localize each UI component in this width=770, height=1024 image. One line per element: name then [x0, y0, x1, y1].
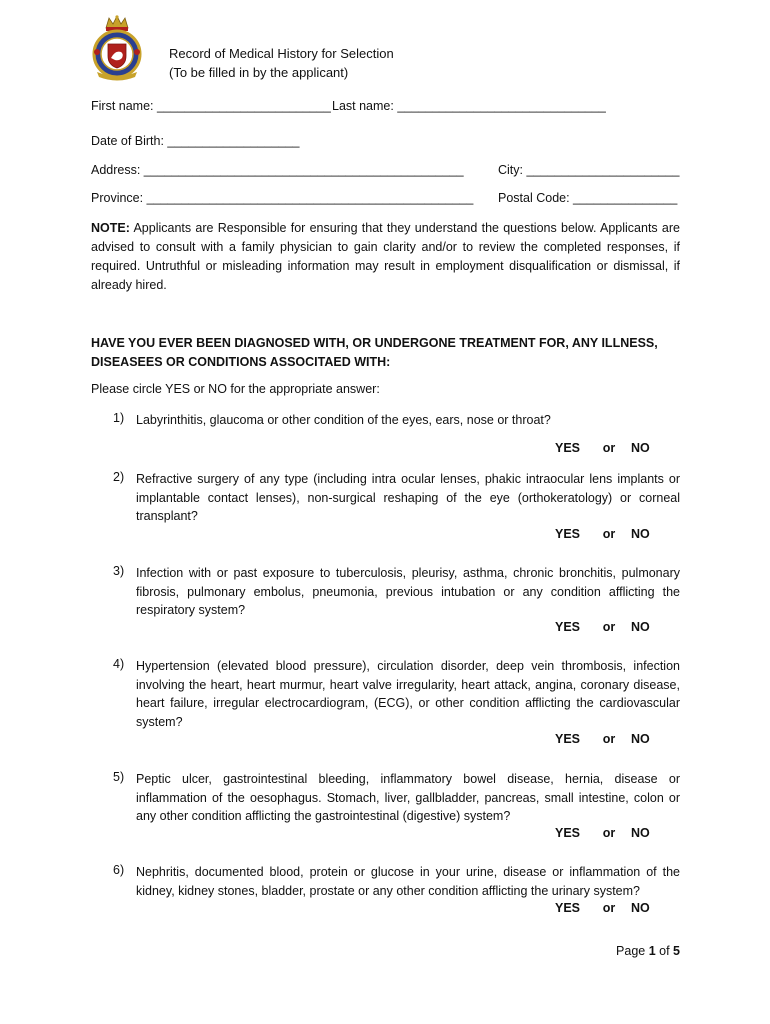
form-subtitle: (To be filled in by the applicant)	[169, 65, 349, 80]
question-6	[91, 863, 681, 923]
of-word: of	[655, 944, 674, 958]
no-option[interactable]: NO	[631, 732, 650, 746]
no-option[interactable]: NO	[631, 527, 650, 541]
question-2	[91, 470, 681, 550]
yes-option[interactable]: YES	[555, 620, 581, 634]
question-text: Peptic ulcer, gastrointestinal bleeding, inflammatory bowel disease, hernia, disease or inflammation of the oesophagus. Stomach, liver, gallbladder, pancreas, small intestine, colon or any other condition afflicting the gastrointestinal (digestive) system?	[136, 772, 680, 824]
yes-option[interactable]: YES	[555, 527, 581, 541]
question-number: 4)	[113, 657, 125, 671]
yes-option[interactable]: YES	[555, 901, 581, 915]
total-pages: 5	[673, 944, 680, 958]
answer-choices	[555, 732, 653, 746]
question-5	[91, 770, 681, 850]
no-option[interactable]: NO	[631, 901, 650, 915]
question-number: 5)	[113, 770, 125, 784]
note-text: Applicants are Responsible for ensuring that they understand the questions below. Applicants are advised to consult with a family physician to gain clarity and/or to review the completed responses, if required. Untruthful or misleading information may result in employment disqualification or dismissal, if already hired.	[91, 221, 680, 292]
police-crest-icon	[91, 14, 143, 84]
question-3	[91, 564, 681, 644]
answer-choices	[555, 441, 653, 455]
question-number: 3)	[113, 564, 125, 578]
last-name-field[interactable]: Last name: ______________________________	[332, 99, 606, 113]
first-name-field[interactable]: First name: _________________________	[91, 99, 331, 113]
section-heading: HAVE YOU EVER BEEN DIAGNOSED WITH, OR UNDERGONE TREATMENT FOR, ANY ILLNESS, DISEASEES OR CONDITIONS ASSOCITAED WITH:	[91, 336, 658, 369]
note-label: NOTE:	[91, 221, 130, 235]
answer-choices	[555, 527, 653, 541]
page-number	[616, 944, 680, 958]
or-label: or	[602, 441, 616, 455]
answer-choices	[555, 826, 653, 840]
form-title: Record of Medical History for Selection	[169, 46, 394, 61]
no-option[interactable]: NO	[631, 620, 650, 634]
current-page: 1	[648, 944, 656, 958]
note-paragraph	[91, 219, 680, 295]
or-label: or	[602, 732, 616, 746]
question-text: Infection with or past exposure to tuberculosis, pleurisy, asthma, chronic bronchitis, pulmonary fibrosis, pulmonary embolus, pneumonia, previous intubation or any condition afflicting the respiratory system?	[136, 566, 680, 618]
city-field[interactable]: City: ______________________	[498, 163, 680, 177]
question-text: Labyrinthitis, glaucoma or other condition of the eyes, ears, nose or throat?	[136, 413, 551, 427]
postal-code-field[interactable]: Postal Code: _______________	[498, 191, 678, 205]
no-option[interactable]: NO	[631, 826, 650, 840]
question-number: 1)	[113, 411, 125, 425]
question-1	[91, 411, 681, 461]
question-text: Nephritis, documented blood, protein or glucose in your urine, disease or inflammation of the kidney, kidney stones, bladder, prostate or any other condition afflicting the urinary system?	[136, 865, 680, 898]
question-text: Refractive surgery of any type (including intra ocular lenses, phakic intraocular lens implants or implantable contact lenses), non-surgical reshaping of the eye (orthokeratology) or corneal transplant?	[136, 472, 680, 524]
answer-choices	[555, 901, 653, 915]
question-number: 6)	[113, 863, 125, 877]
no-option[interactable]: NO	[631, 441, 650, 455]
province-field[interactable]: Province: _______________________________________________	[91, 191, 474, 205]
or-label: or	[602, 527, 616, 541]
date-of-birth-field[interactable]: Date of Birth: ___________________	[91, 134, 300, 148]
answer-choices	[555, 620, 653, 634]
instruction-text: Please circle YES or NO for the appropriate answer:	[91, 382, 380, 396]
page-word: Page	[616, 944, 649, 958]
address-field[interactable]: Address: ______________________________________________	[91, 163, 464, 177]
yes-option[interactable]: YES	[555, 826, 581, 840]
or-label: or	[602, 901, 616, 915]
question-4	[91, 657, 681, 757]
question-text: Hypertension (elevated blood pressure), circulation disorder, deep vein thrombosis, infection involving the heart, heart murmur, heart valve irregularity, heart attack, angina, coronary disease, heart failure, irregular electrocardiogram, (ECG), or other condition afflicting the cardiovascular system?	[136, 659, 680, 730]
yes-option[interactable]: YES	[555, 732, 581, 746]
or-label: or	[602, 620, 616, 634]
yes-option[interactable]: YES	[555, 441, 581, 455]
or-label: or	[602, 826, 616, 840]
question-number: 2)	[113, 470, 125, 484]
